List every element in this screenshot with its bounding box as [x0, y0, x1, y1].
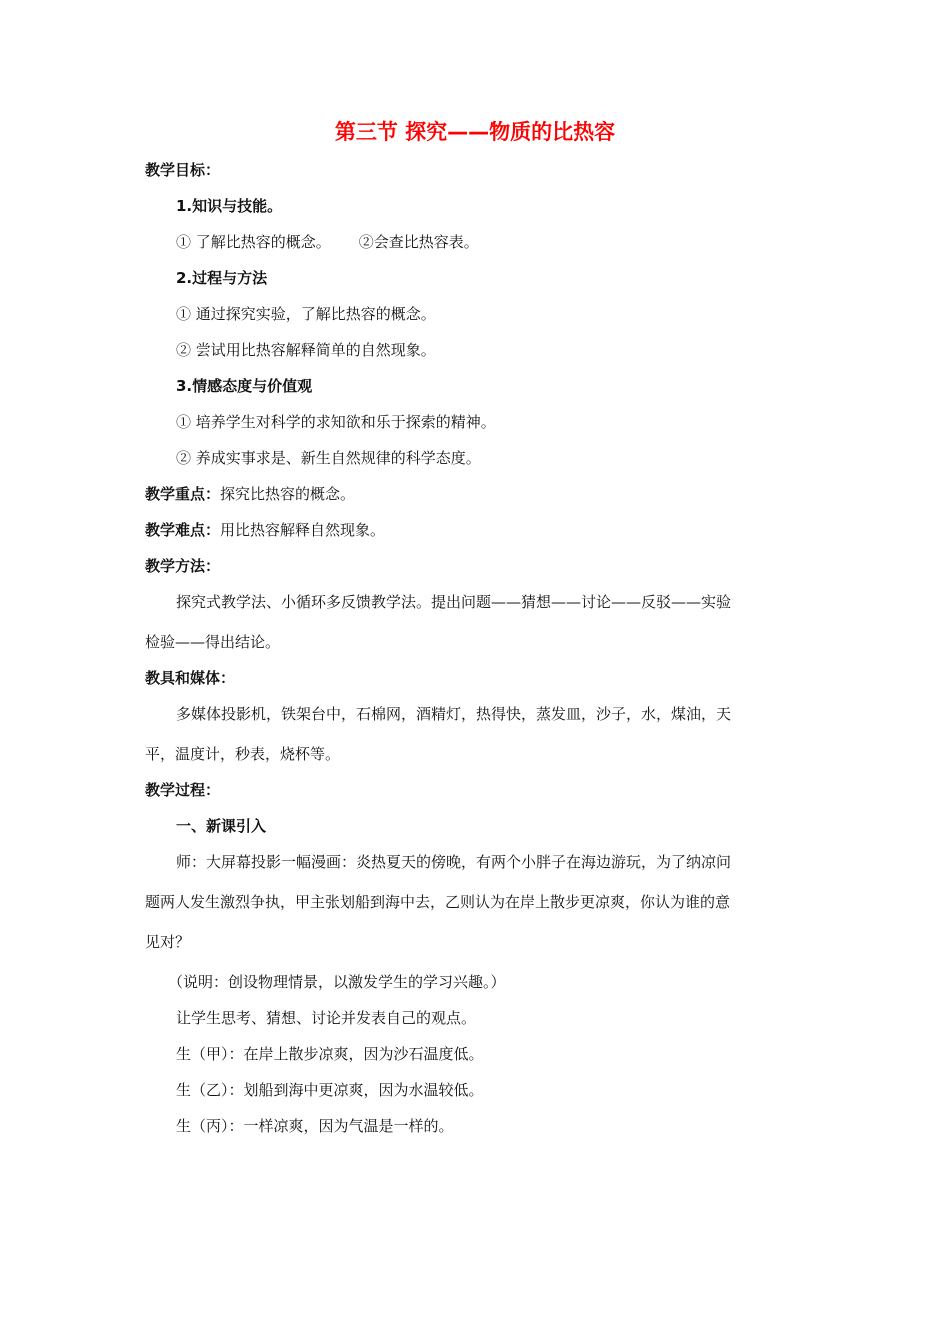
method-text-line: 检验——得出结论。 — [145, 633, 281, 651]
method-text-line: 探究式教学法、小循环多反馈教学法。提出问题——猜想——讨论——反驳——实验 — [176, 593, 732, 611]
key-point-label: 教学重点： — [145, 485, 221, 503]
key-point-row — [145, 483, 355, 505]
knowledge-skills-items — [176, 231, 479, 253]
goal-item: ② 养成实事求是、新生自然规律的科学态度。 — [176, 449, 481, 467]
paragraph-line: 见对？ — [145, 933, 191, 951]
paragraph-line: 师：大屏幕投影一幅漫画：炎热夏天的傍晚，有两个小胖子在海边游玩，为了纳凉问 — [176, 853, 732, 871]
attitude-values-heading: 3.情感态度与价值观 — [176, 377, 313, 395]
teaching-goals-heading: 教学目标： — [145, 161, 221, 179]
goal-item: ②会查比热容表。 — [358, 233, 479, 251]
page-title: 第三节 探究——物质的比热容 — [334, 120, 616, 144]
difficulty-text: 用比热容解释自然现象。 — [220, 521, 386, 539]
media-text-line: 平，温度计，秒表，烧杯等。 — [145, 745, 341, 763]
key-point-text: 探究比热容的概念。 — [220, 485, 356, 503]
goal-item: ① 通过探究实验，了解比热容的概念。 — [176, 305, 436, 323]
method-heading: 教学方法： — [145, 557, 221, 575]
goal-item: ① 培养学生对科学的求知欲和乐于探索的精神。 — [176, 413, 496, 431]
difficulty-row — [145, 519, 385, 541]
process-heading: 教学过程： — [145, 781, 221, 799]
difficulty-label: 教学难点： — [145, 521, 221, 539]
goal-item: ① 了解比热容的概念。 — [176, 233, 331, 251]
paragraph-line: 让学生思考、猜想、讨论并发表自己的观点。 — [176, 1009, 477, 1027]
paragraph-line: 题两人发生激烈争执，甲主张划船到海中去，乙则认为在岸上散步更凉爽，你认为谁的意 — [145, 893, 731, 911]
student-answer: 生（乙）：划船到海中更凉爽，因为水温较低。 — [176, 1081, 484, 1099]
student-answer: 生（丙）：一样凉爽，因为气温是一样的。 — [176, 1117, 454, 1135]
knowledge-skills-heading: 1.知识与技能。 — [176, 197, 283, 215]
media-heading: 教具和媒体： — [145, 669, 236, 687]
goal-item: ② 尝试用比热容解释简单的自然现象。 — [176, 341, 436, 359]
section-heading: 一、新课引入 — [176, 817, 267, 835]
process-method-heading: 2.过程与方法 — [176, 269, 268, 287]
student-answer: 生（甲）：在岸上散步凉爽，因为沙石温度低。 — [176, 1045, 484, 1063]
media-text-line: 多媒体投影机，铁架台中，石棉网，酒精灯，热得快，蒸发皿，沙子，水，煤油，天 — [176, 705, 732, 723]
note-line: （说明：创设物理情景，以激发学生的学习兴趣。） — [168, 973, 506, 991]
